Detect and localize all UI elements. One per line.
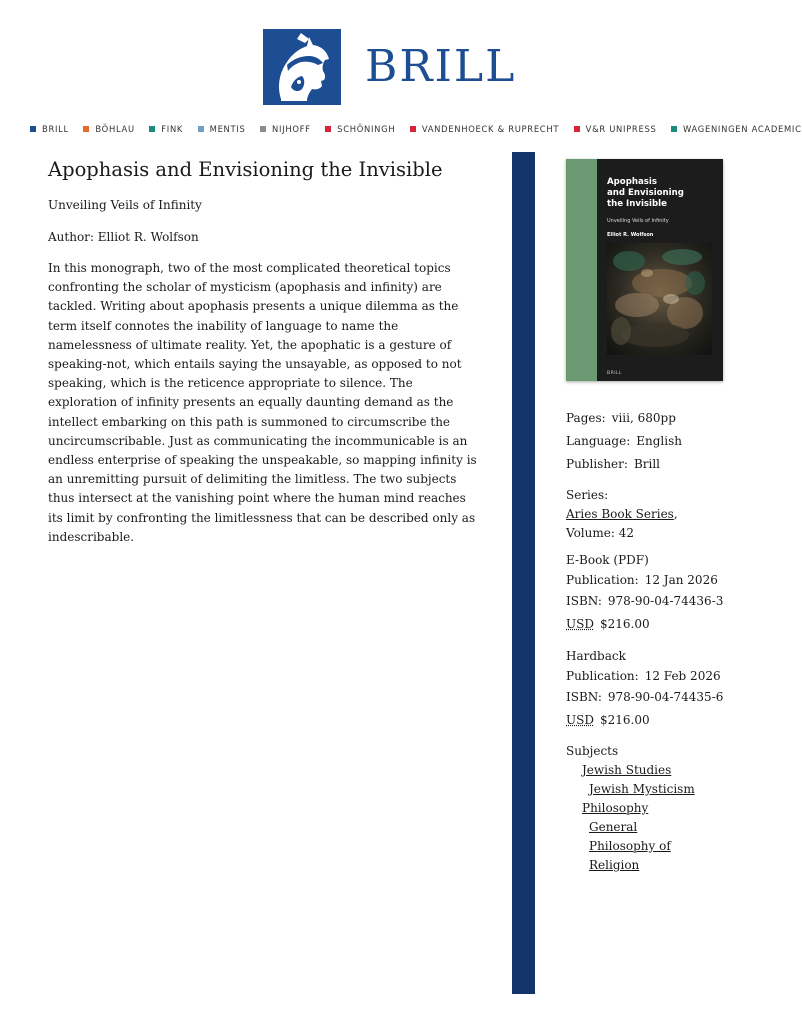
subject-jewish-mysticism[interactable]: Jewish Mysticism — [589, 782, 695, 796]
series-volume: Volume: 42 — [566, 526, 634, 540]
subject-philosophy[interactable]: Philosophy — [582, 801, 649, 815]
subjects-list — [566, 742, 756, 875]
format-name: Hardback — [566, 649, 626, 663]
language-row: Language: English — [566, 434, 682, 448]
square-icon — [83, 126, 89, 132]
book-sidebar — [566, 159, 756, 875]
book-author: Author: Elliot R. Wolfson — [48, 230, 199, 244]
cover-subtitle: Unveiling Veils of Infinity — [607, 218, 669, 224]
format-name: E-Book (PDF) — [566, 553, 649, 567]
price-row — [566, 709, 756, 732]
square-icon — [149, 126, 155, 132]
imprint-mentis[interactable]: MENTIS — [198, 124, 246, 134]
cover-publisher: BRILL — [607, 371, 623, 376]
subject-philosophy-of-religion[interactable]: Philosophy of — [589, 839, 671, 853]
square-icon — [410, 126, 416, 132]
price-row — [566, 613, 756, 636]
price: $216.00 — [599, 713, 650, 727]
imprint-brill[interactable]: BRILL — [30, 124, 69, 134]
brill-wordmark: BRILL — [365, 41, 517, 92]
square-icon — [260, 126, 266, 132]
subject-general[interactable]: General — [589, 820, 638, 834]
imprint-nijhoff[interactable]: NIJHOFF — [260, 124, 311, 134]
imprint-bar — [30, 123, 802, 135]
book-details — [48, 156, 478, 547]
brill-logo[interactable] — [263, 29, 517, 105]
square-icon — [671, 126, 677, 132]
square-icon — [30, 126, 36, 132]
cover-artwork — [607, 243, 712, 355]
cover-title: Apophasis and Envisioning the Invisible — [607, 177, 684, 209]
square-icon — [325, 126, 331, 132]
imprint-fink[interactable]: FINK — [149, 124, 183, 134]
series-link[interactable]: Aries Book Series — [566, 507, 674, 521]
cover-author: Elliot R. Wolfson — [607, 232, 654, 238]
format-ebook: E-Book (PDF) Publication: 12 Jan 2026 ISBN: 978-90-04-74436-3 USD $216.00 — [566, 551, 756, 636]
page-title: Apophasis and Envisioning the Invisible — [48, 158, 443, 181]
subject-philosophy-of-religion[interactable]: Religion — [589, 858, 640, 872]
series-block: Series: Aries Book Series, Volume: 42 — [566, 486, 756, 543]
imprint-schoningh[interactable]: SCHÖNINGH — [325, 124, 395, 134]
book-cover[interactable] — [566, 159, 723, 381]
imprint-vandenhoeck-ruprecht[interactable]: VANDENHOECK & RUPRECHT — [410, 124, 559, 134]
square-icon — [198, 126, 204, 132]
imprint-bohlau[interactable]: BÖHLAU — [83, 124, 134, 134]
cover-stripe — [566, 159, 597, 381]
pages-row: Pages: viii, 680pp — [566, 411, 676, 425]
subjects-heading: Subjects — [566, 744, 619, 758]
book-subtitle: Unveiling Veils of Infinity — [48, 198, 202, 212]
imprint-vr-unipress[interactable]: V&R UNIPRESS — [574, 124, 657, 134]
subject-jewish-studies[interactable]: Jewish Studies — [582, 763, 672, 777]
price: $216.00 — [599, 617, 650, 631]
book-metadata — [566, 407, 756, 875]
format-hardback: Hardback Publication: 12 Feb 2026 ISBN: 978-90-04-74435-6 USD $216.00 — [566, 647, 756, 732]
publisher-row: Publisher: Brill — [566, 457, 661, 471]
currency-abbr[interactable]: USD — [566, 617, 594, 631]
divider-bar — [512, 152, 535, 994]
book-description: In this monograph, two of the most complicated theoretical topics confronting the scholar of mysticism (apophasis and infinity) are tackled. Writing about apophasis presents a unique dilemma as the term itself connotes the inability of language to name the namelessness of ultimate reality. Yet, the apophatic is a gesture of speaking-not, which entails saying the unsayable, as opposed to not speaking, which is the reticence appropriate to silence. The exploration of infinity presents an equally daunting demand as the intellect embarking on this path is summoned to circumscribe the uncircumscribable. Just as communicating the incommunicable is an endless enterprise of speaking the unspeakable, so mapping infinity is an unremitting pursuit of delimiting the limitless. The two subjects thus intersect at the vanishing point where the human mind reaches its limit by confronting the limitlessness that can be described only as indescribable. — [48, 261, 477, 544]
imprint-wageningen-academic[interactable]: WAGENINGEN ACADEMIC — [671, 124, 802, 134]
square-icon — [574, 126, 580, 132]
currency-abbr[interactable]: USD — [566, 713, 594, 727]
athena-helmet-icon — [263, 29, 341, 105]
